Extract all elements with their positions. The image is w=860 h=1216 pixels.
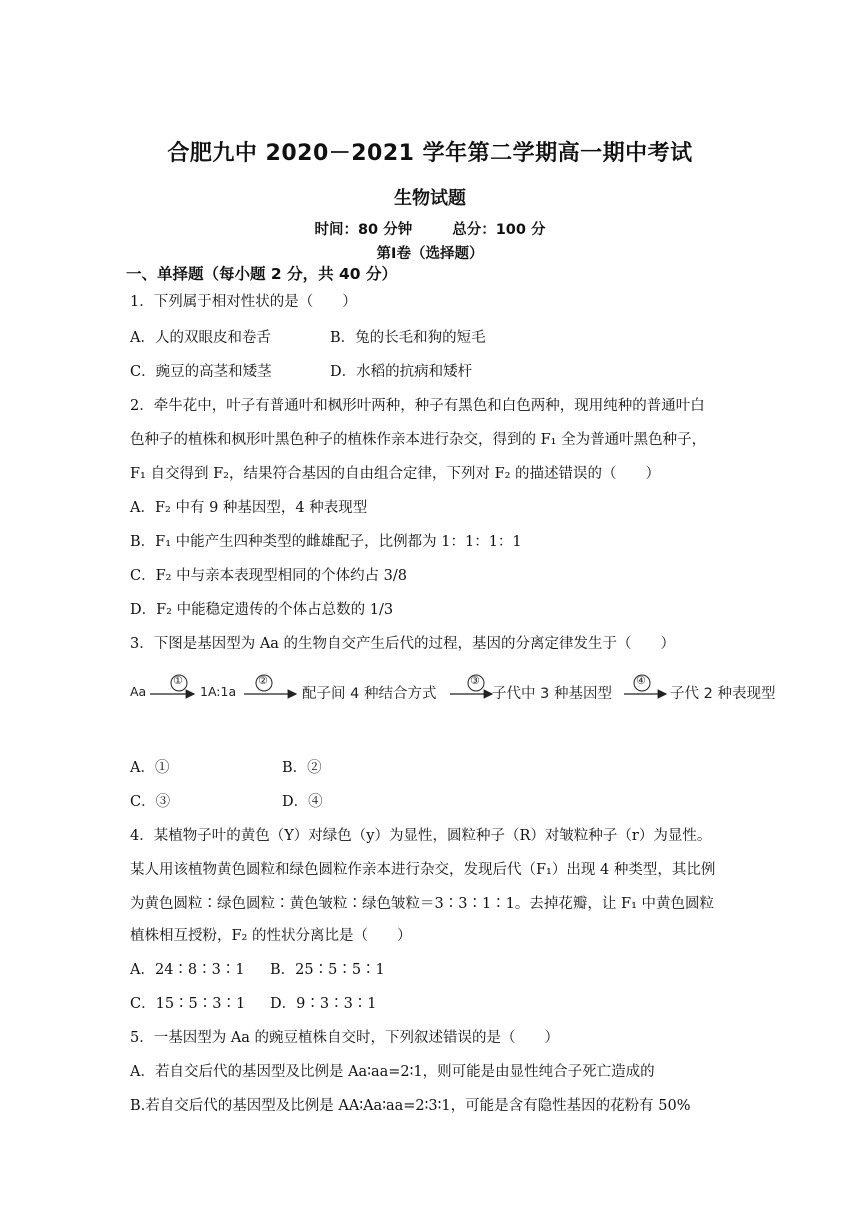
flow-step-1-label: ① [173, 674, 183, 687]
q4-option-a: A．24∶8∶3∶1 [130, 962, 245, 978]
flow-node-gametes: 1A:1a [200, 684, 237, 699]
flow-step-3-label: ③ [470, 674, 480, 687]
flow-step-4-label: ④ [636, 674, 646, 687]
page-title: 合肥九中 2020－2021 学年第二学期高一期中考试 [167, 141, 693, 166]
q2-stem-line2: 色种子的植株和枫形叶黑色种子的植株作亲本进行杂交，得到的 F₁ 全为普通叶黑色种子， [130, 432, 707, 448]
flow-node-combinations: 配子间 4 种结合方式 [302, 686, 437, 702]
section-heading: 一、单择题（每小题 2 分，共 40 分） [126, 265, 397, 283]
q3-option-a: A．① [130, 760, 170, 776]
flow-node-aa: Aa [130, 684, 147, 699]
q2-option-c: C．F₂ 中与亲本表现型相同的个体约占 3/8 [130, 568, 408, 584]
q1-option-a: A．人的双眼皮和卷舌 [130, 330, 271, 346]
q1-option-b: B．兔的长毛和狗的短毛 [330, 330, 486, 346]
q4-option-c: C．15∶5∶3∶1 [130, 996, 246, 1012]
q2-stem-line3: F₁ 自交得到 F₂，结果符合基因的自由组合定律，下列对 F₂ 的描述错误的（ ） [130, 466, 661, 482]
q4-stem-line4: 植株相互授粉，F₂ 的性状分离比是（ ） [130, 928, 412, 944]
q4-option-d: D．9∶3∶3∶1 [270, 996, 377, 1012]
exam-time: 时间：80 分钟 [314, 222, 413, 238]
flow-node-genotypes: 子代中 3 种基因型 [492, 686, 612, 702]
flow-node-phenotypes: 子代 2 种表现型 [670, 686, 776, 702]
q2-option-b: B．F₁ 中能产生四种类型的雌雄配子，比例都为 1：1：1：1 [130, 534, 522, 550]
page-subtitle: 生物试题 [394, 188, 466, 209]
q5-option-a: A．若自交后代的基因型及比例是 Aa∶aa=2∶1，则可能是由显性纯合子死亡造成的 [130, 1064, 655, 1080]
q4-option-b: B．25∶5∶5∶1 [270, 962, 385, 978]
q3-option-d: D．④ [282, 794, 323, 810]
q4-stem-line1: 4．某植物子叶的黄色（Y）对绿色（y）为显性，圆粒种子（R）对皱粒种子（r）为显性。 [130, 828, 712, 844]
q3-option-c: C．③ [130, 794, 171, 810]
q1-stem: 1．下列属于相对性状的是（ ） [130, 294, 357, 310]
q2-option-d: D．F₂ 中能稳定遗传的个体占总数的 1/3 [130, 602, 394, 618]
q5-option-b: B.若自交后代的基因型及比例是 AA∶Aa∶aa=2∶3∶1，可能是含有隐性基因的花粉有 50% [130, 1098, 691, 1114]
q2-option-a: A．F₂ 中有 9 种基因型，4 种表现型 [130, 500, 368, 516]
q4-stem-line2: 某人用该植物黄色圆粒和绿色圆粒作亲本进行杂交，发现后代（F₁）出现 4 种类型，其比例 [130, 862, 716, 878]
volume-heading: 第Ⅰ卷（选择题） [376, 246, 484, 262]
flow-step-2-label: ② [258, 674, 268, 687]
q1-option-c: C．豌豆的高茎和矮茎 [130, 364, 272, 380]
exam-meta [0, 218, 860, 239]
q3-flow-diagram [128, 672, 788, 712]
q5-stem: 5．一基因型为 Aa 的豌豆植株自交时，下列叙述错误的是（ ） [130, 1030, 560, 1046]
q4-stem-line3: 为黄色圆粒∶绿色圆粒∶黄色皱粒∶绿色皱粒＝3∶3∶1∶1。去掉花瓣，让 F₁ 中黄色圆粒 [130, 896, 714, 912]
exam-total-score: 总分：100 分 [452, 222, 546, 238]
q2-stem-line1: 2．牵牛花中，叶子有普通叶和枫形叶两种，种子有黑色和白色两种，现用纯种的普通叶白 [130, 398, 705, 414]
q1-option-d: D．水稻的抗病和矮杆 [330, 364, 473, 380]
q3-stem: 3．下图是基因型为 Aa 的生物自交产生后代的过程，基因的分离定律发生于（ ） [130, 636, 676, 652]
q3-option-b: B．② [282, 760, 322, 776]
